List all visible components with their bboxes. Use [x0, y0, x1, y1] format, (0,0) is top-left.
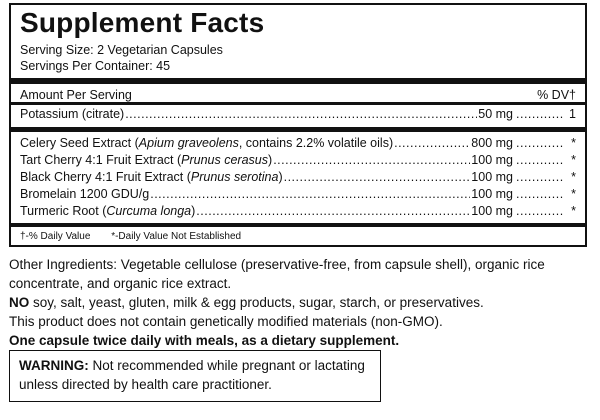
nutrient-row: [20, 169, 576, 186]
directions: One capsule twice daily with meals, as a dietary supplement.: [9, 333, 400, 348]
nutrient-dv: *: [571, 136, 576, 150]
nutrient-name: Bromelain 1200 GDU/g: [20, 187, 150, 201]
warning-label: WARNING:: [19, 358, 89, 373]
footnote-star: *-Daily Value Not Established: [111, 231, 242, 242]
nutrient-row: [20, 203, 576, 220]
nutrient-name: Celery Seed Extract (Apium graveolens, contains 2.2% volatile oils): [20, 136, 394, 150]
nutrient-dv: *: [571, 153, 576, 167]
nutrient-row: [20, 186, 576, 203]
dot-leader: [196, 203, 470, 220]
allergen-statement: NO soy, salt, yeast, gluten, milk & egg products, sugar, starch, or preservatives.: [9, 295, 484, 310]
dot-leader: [516, 106, 564, 123]
warning-box: [9, 350, 381, 402]
dot-leader: [516, 135, 564, 152]
dot-leader: [516, 186, 564, 203]
thick-divider: [11, 78, 585, 84]
thick-divider: [11, 223, 585, 227]
nutrient-amount: 800 mg: [471, 136, 513, 150]
gmo-statement: This product does not contain genetically modified materials (non-GMO).: [9, 314, 443, 329]
nutrient-amount: 50 mg: [478, 107, 513, 121]
amount-header-row: [20, 87, 576, 103]
panel-title: Supplement Facts: [20, 7, 265, 38]
nutrient-row: [20, 152, 576, 169]
medium-divider: [11, 102, 585, 105]
nutrient-amount: 100 mg: [471, 153, 513, 167]
dot-leader: [273, 152, 470, 169]
nutrient-dv: *: [571, 187, 576, 201]
nutrient-row: [20, 106, 576, 123]
nutrient-amount: 100 mg: [471, 204, 513, 218]
thick-divider: [11, 127, 585, 132]
dot-leader: [516, 169, 564, 186]
amount-per-serving-label: Amount Per Serving: [20, 88, 132, 102]
nutrient-dv: 1: [569, 107, 576, 121]
nutrient-name: Tart Cherry 4:1 Fruit Extract (Prunus cerasus): [20, 153, 273, 167]
nutrient-dv: *: [571, 204, 576, 218]
servings-per-container: Servings Per Container: 45: [20, 59, 171, 73]
nutrient-dv: *: [571, 170, 576, 184]
dot-leader: [394, 135, 470, 152]
nutrient-row: [20, 135, 576, 152]
dot-leader: [150, 186, 470, 203]
nutrient-name: Black Cherry 4:1 Fruit Extract (Prunus serotina): [20, 170, 283, 184]
nutrient-amount: 100 mg: [471, 170, 513, 184]
supplement-facts-panel: [9, 3, 587, 247]
dot-leader: [516, 203, 564, 220]
dot-leader: [516, 152, 564, 169]
nutrient-name: Potassium (citrate): [20, 107, 125, 121]
serving-size: Serving Size: 2 Vegetarian Capsules: [20, 43, 223, 57]
warning-line-1: WARNING: Not recommended while pregnant or lactating: [19, 358, 365, 373]
other-ingredients-line-2: concentrate, and organic rice extract.: [9, 276, 232, 291]
footnotes: [20, 231, 259, 243]
nutrient-amount: 100 mg: [471, 187, 513, 201]
footnote-dv: †-% Daily Value: [20, 231, 91, 242]
dv-header-label: % DV†: [537, 88, 576, 102]
warning-line-2: unless directed by health care practitioner.: [19, 377, 272, 392]
other-ingredients-line-1: Other Ingredients: Vegetable cellulose (preservative-free, from capsule shell), organic rice: [9, 257, 545, 272]
dot-leader: [284, 169, 471, 186]
nutrient-name: Turmeric Root (Curcuma longa): [20, 204, 196, 218]
dot-leader: [125, 106, 477, 123]
